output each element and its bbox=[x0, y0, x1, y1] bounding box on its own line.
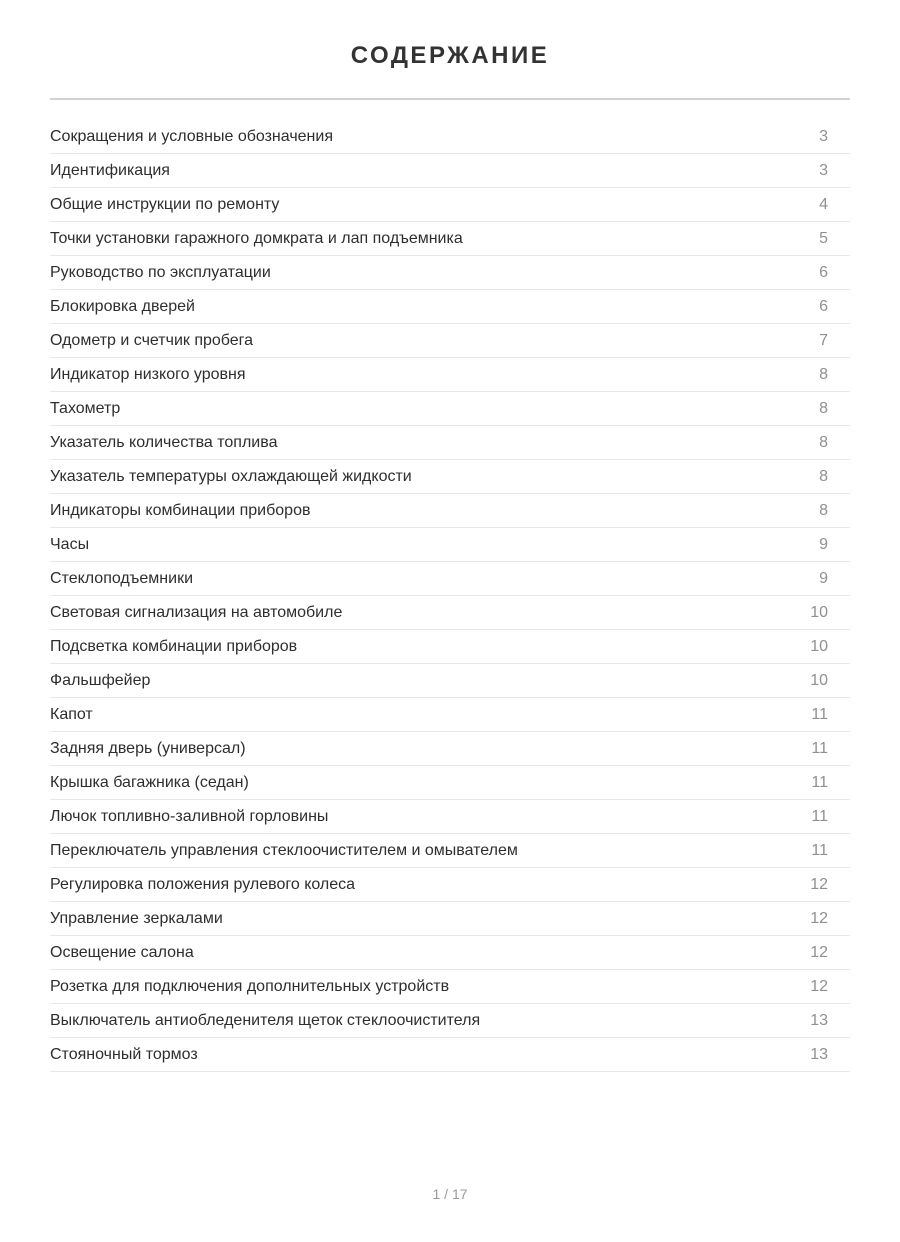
toc-item-label: Капот bbox=[50, 705, 93, 723]
toc-item-label: Регулировка положения рулевого колеса bbox=[50, 875, 356, 893]
toc-item-label: Переключатель управления стеклоочистителем и омывателем bbox=[50, 841, 518, 859]
toc-item-label: Лючок топливно-заливной горловины bbox=[50, 807, 329, 825]
toc-item-label: Тахометр bbox=[50, 399, 121, 417]
toc-row[interactable] bbox=[50, 800, 850, 834]
toc-item-page: 12 bbox=[810, 977, 828, 995]
toc-item-label: Индикатор низкого уровня bbox=[50, 365, 246, 383]
toc-row[interactable] bbox=[50, 1038, 850, 1072]
toc-row[interactable] bbox=[50, 256, 850, 290]
toc-row[interactable] bbox=[50, 902, 850, 936]
toc-item-label: Управление зеркалами bbox=[50, 909, 223, 927]
toc-item-label: Идентификация bbox=[50, 161, 170, 179]
toc-item-label: Задняя дверь (универсал) bbox=[50, 739, 246, 757]
toc-row[interactable] bbox=[50, 358, 850, 392]
toc-item-page: 5 bbox=[819, 229, 828, 247]
toc-item-label: Крышка багажника (седан) bbox=[50, 773, 249, 791]
page-number-footer: 1 / 17 bbox=[432, 1186, 468, 1202]
toc-item-label: Руководство по эксплуатации bbox=[50, 263, 271, 281]
toc-row[interactable] bbox=[50, 494, 850, 528]
toc-row[interactable] bbox=[50, 562, 850, 596]
toc-row[interactable] bbox=[50, 120, 850, 154]
toc-item-label: Указатель количества топлива bbox=[50, 433, 278, 451]
toc-item-page: 3 bbox=[819, 161, 828, 179]
toc-item-label: Стояночный тормоз bbox=[50, 1045, 198, 1063]
toc-row[interactable] bbox=[50, 460, 850, 494]
toc-item-label: Указатель температуры охлаждающей жидкости bbox=[50, 467, 412, 485]
toc-row[interactable] bbox=[50, 936, 850, 970]
toc-item-label: Часы bbox=[50, 535, 90, 553]
toc-item-page: 12 bbox=[810, 875, 828, 893]
toc-item-page: 13 bbox=[810, 1011, 828, 1029]
toc-item-page: 12 bbox=[810, 943, 828, 961]
document-page bbox=[0, 42, 900, 1242]
toc-row[interactable] bbox=[50, 664, 850, 698]
toc-row[interactable] bbox=[50, 732, 850, 766]
toc-item-page: 12 bbox=[810, 909, 828, 927]
toc-item-label: Выключатель антиобледенителя щеток стеклоочистителя bbox=[50, 1011, 481, 1029]
toc-row[interactable] bbox=[50, 392, 850, 426]
toc-item-page: 8 bbox=[819, 433, 828, 451]
toc-item-page: 10 bbox=[810, 603, 828, 621]
toc-item-label: Индикаторы комбинации приборов bbox=[50, 501, 311, 519]
toc-item-page: 3 bbox=[819, 127, 828, 145]
toc-row[interactable] bbox=[50, 1004, 850, 1038]
toc-item-page: 7 bbox=[819, 331, 828, 349]
toc-row[interactable] bbox=[50, 834, 850, 868]
toc-item-label: Подсветка комбинации приборов bbox=[50, 637, 298, 655]
toc-row[interactable] bbox=[50, 528, 850, 562]
page-title: СОДЕРЖАНИЕ bbox=[350, 42, 550, 69]
toc-item-page: 11 bbox=[811, 739, 828, 757]
toc-row[interactable] bbox=[50, 324, 850, 358]
toc-item-page: 9 bbox=[819, 535, 828, 553]
toc-list bbox=[50, 120, 850, 1072]
toc-row[interactable] bbox=[50, 154, 850, 188]
toc-row[interactable] bbox=[50, 766, 850, 800]
toc-row[interactable] bbox=[50, 630, 850, 664]
toc-item-label: Стеклоподъемники bbox=[50, 569, 193, 587]
toc-item-page: 10 bbox=[810, 671, 828, 689]
toc-item-page: 13 bbox=[810, 1045, 828, 1063]
toc-item-label: Световая сигнализация на автомобиле bbox=[50, 603, 343, 621]
toc-row[interactable] bbox=[50, 698, 850, 732]
toc-item-page: 11 bbox=[811, 773, 828, 791]
toc-row[interactable] bbox=[50, 188, 850, 222]
toc-item-label: Блокировка дверей bbox=[50, 297, 195, 315]
toc-item-page: 8 bbox=[819, 399, 828, 417]
toc-item-page: 4 bbox=[819, 195, 828, 213]
toc-item-page: 11 bbox=[811, 841, 828, 859]
toc-item-page: 8 bbox=[819, 501, 828, 519]
toc-item-page: 6 bbox=[819, 297, 828, 315]
toc-item-label: Сокращения и условные обозначения bbox=[50, 127, 333, 145]
toc-row[interactable] bbox=[50, 868, 850, 902]
toc-item-label: Одометр и счетчик пробега bbox=[50, 331, 254, 349]
toc-row[interactable] bbox=[50, 290, 850, 324]
toc-item-page: 10 bbox=[810, 637, 828, 655]
toc-item-label: Общие инструкции по ремонту bbox=[50, 195, 280, 213]
toc-row[interactable] bbox=[50, 426, 850, 460]
toc-row[interactable] bbox=[50, 596, 850, 630]
toc-item-label: Точки установки гаражного домкрата и лап подъемника bbox=[50, 229, 463, 247]
toc-item-page: 8 bbox=[819, 365, 828, 383]
toc-item-label: Розетка для подключения дополнительных устройств bbox=[50, 977, 450, 995]
toc-row[interactable] bbox=[50, 222, 850, 256]
title-divider bbox=[50, 98, 850, 100]
toc-item-page: 11 bbox=[811, 705, 828, 723]
toc-row[interactable] bbox=[50, 970, 850, 1004]
page-content bbox=[0, 42, 900, 1072]
toc-item-label: Освещение салона bbox=[50, 943, 194, 961]
toc-item-page: 9 bbox=[819, 569, 828, 587]
toc-item-page: 6 bbox=[819, 263, 828, 281]
toc-item-page: 8 bbox=[819, 467, 828, 485]
toc-item-page: 11 bbox=[811, 807, 828, 825]
toc-item-label: Фальшфейер bbox=[50, 671, 151, 689]
